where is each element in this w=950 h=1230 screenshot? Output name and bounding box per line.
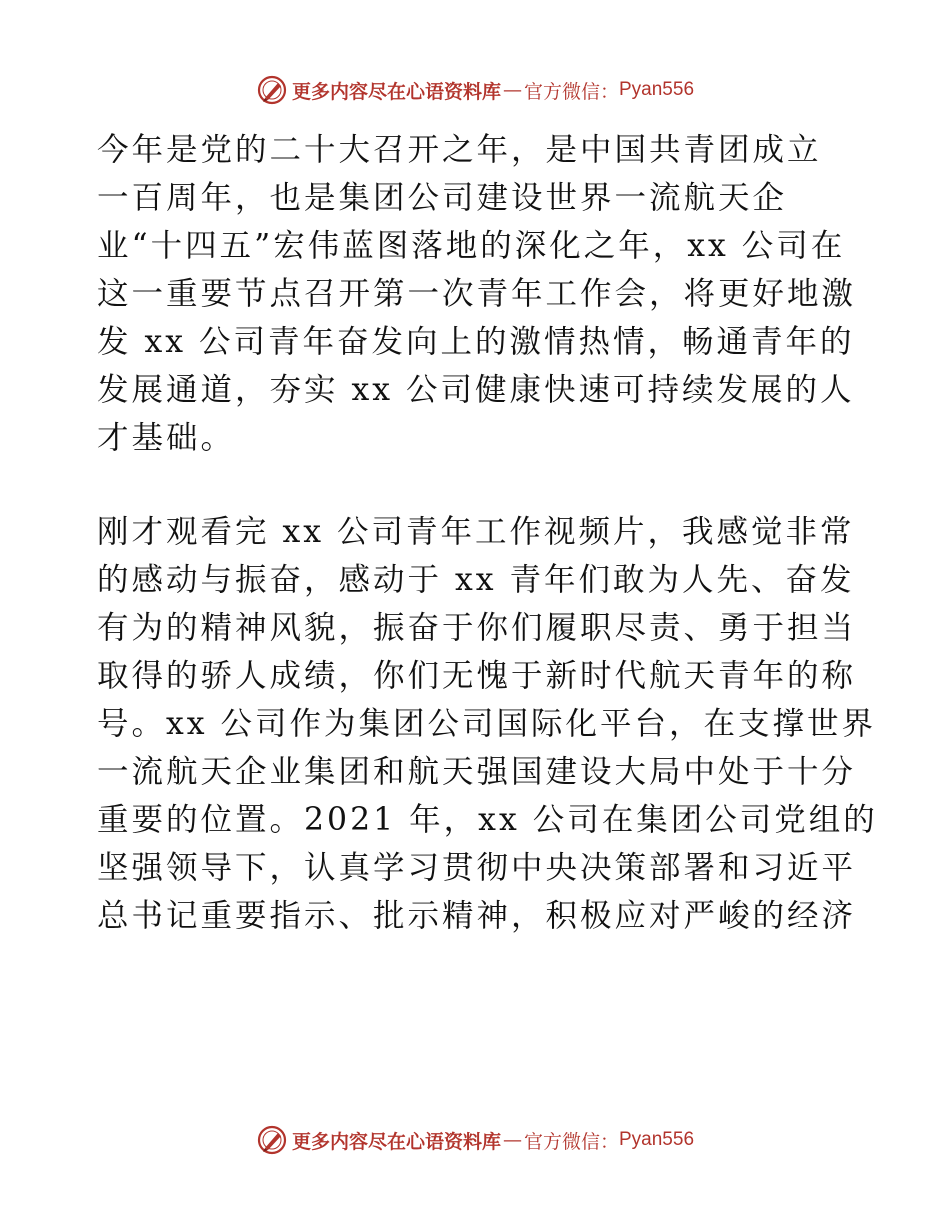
pen-logo-icon: [256, 74, 288, 106]
text-line: 这一重要节点召开第一次青年工作会，将更好地激: [97, 276, 857, 312]
pen-logo-icon: [256, 1124, 288, 1156]
watermark-wechat-label: 官方微信：: [523, 80, 619, 103]
watermark-main-text: 更多内容尽在心语资料库: [291, 1130, 501, 1153]
watermark-separator: —: [502, 1129, 522, 1151]
header-watermark: [0, 70, 950, 110]
text-line: 重要的位置。2021 年，xx 公司在集团公司党组的: [97, 802, 878, 838]
text-line: 业“十四五”宏伟蓝图落地的深化之年，xx 公司在: [97, 228, 846, 264]
text-line: 一百周年，也是集团公司建设世界一流航天企: [97, 180, 788, 216]
text-line: 一流航天企业集团和航天强国建设大局中处于十分: [97, 754, 857, 790]
footer-watermark: [0, 1120, 950, 1160]
text-line: 坚强领导下，认真学习贯彻中央决策部署和习近平: [97, 850, 857, 886]
text-line: 今年是党的二十大召开之年，是中国共青团成立: [97, 132, 822, 168]
document-body: [97, 126, 878, 940]
text-line: 有为的精神风貌，振奋于你们履职尽责、勇于担当: [97, 610, 857, 646]
text-line: 才基础。: [97, 420, 236, 456]
text-line: 总书记重要指示、批示精神，积极应对严峻的经济: [97, 898, 857, 934]
watermark-separator: —: [502, 79, 522, 101]
watermark-wechat-label: 官方微信：: [523, 1130, 619, 1153]
text-line: 的感动与振奋，感动于 xx 青年们敢为人先、奋发: [97, 562, 855, 598]
text-line: 发 xx 公司青年奋发向上的激情热情，畅通青年的: [97, 324, 855, 360]
paragraph-1: [97, 126, 867, 462]
text-line: 刚才观看完 xx 公司青年工作视频片，我感觉非常: [97, 514, 855, 550]
watermark-wechat-id: Pyan556: [619, 79, 695, 100]
text-line: 号。xx 公司作为集团公司国际化平台，在支撑世界: [97, 706, 877, 742]
paragraph-2: [97, 508, 878, 940]
watermark-main-text: 更多内容尽在心语资料库: [291, 80, 501, 103]
watermark-wechat-id: Pyan556: [619, 1129, 695, 1150]
text-line: 发展通道，夯实 xx 公司健康快速可持续发展的人: [97, 372, 855, 408]
text-line: 取得的骄人成绩，你们无愧于新时代航天青年的称: [97, 658, 857, 694]
